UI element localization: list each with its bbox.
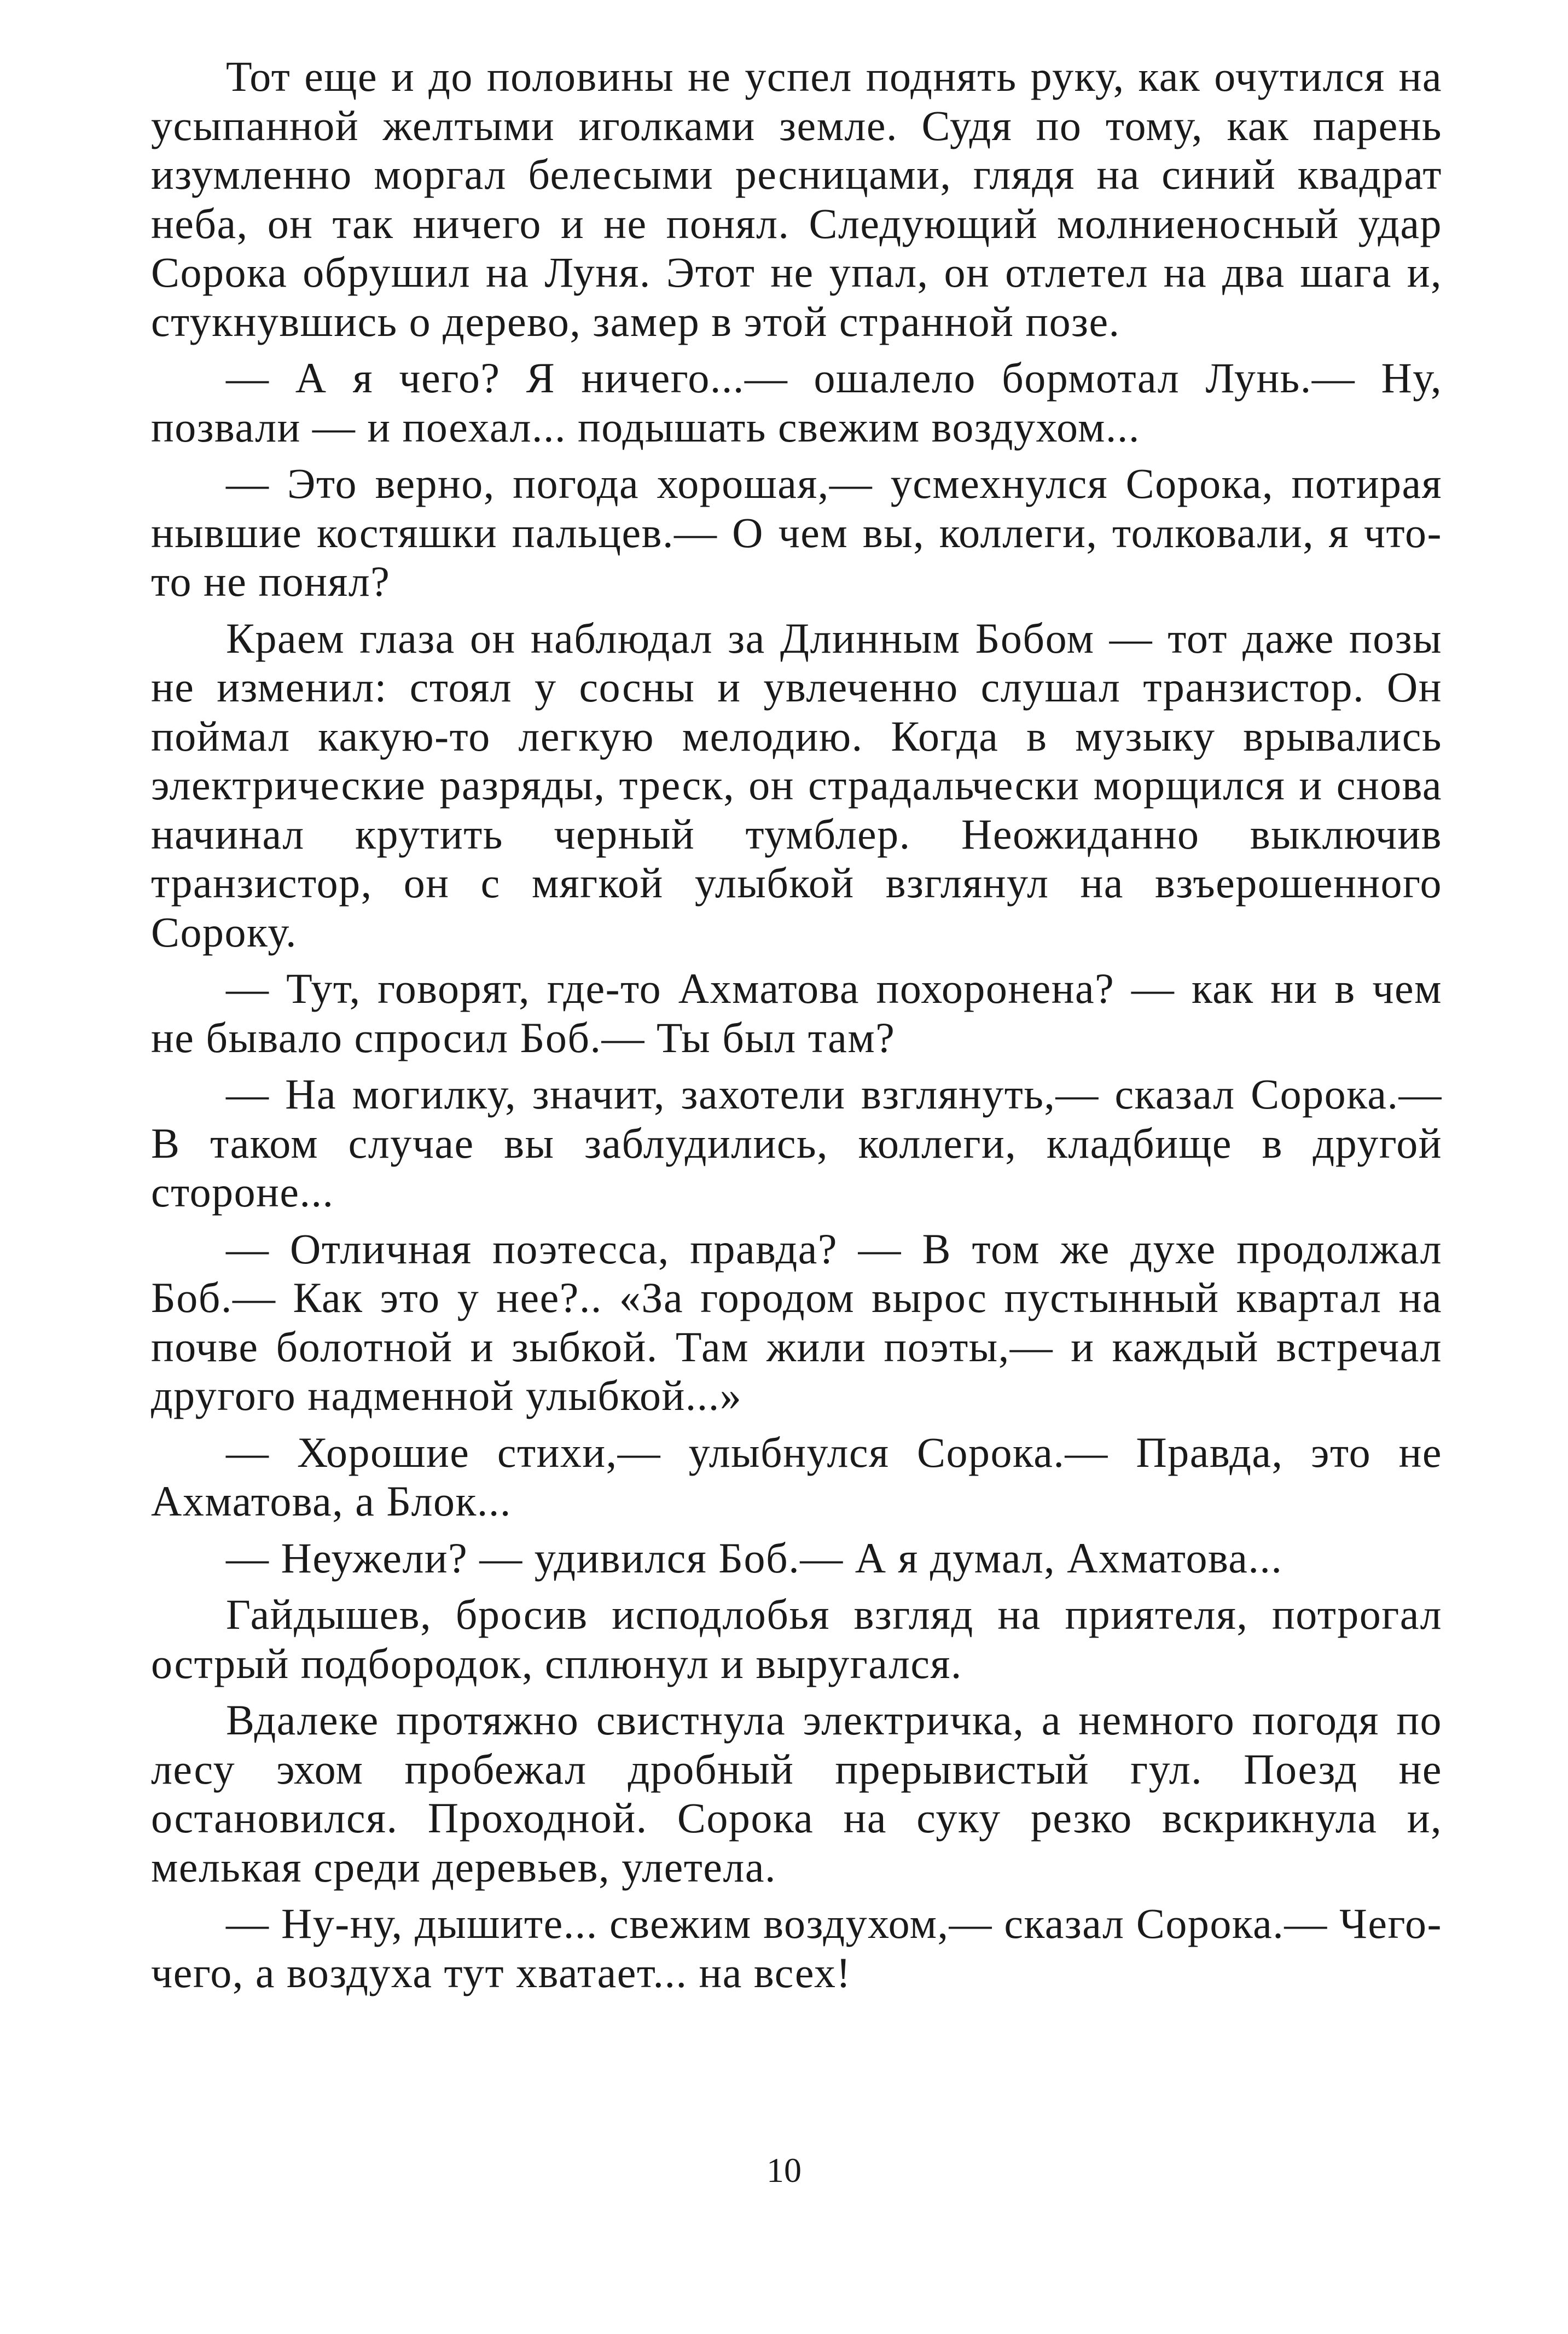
paragraph-8: — Хорошие стихи,— улыбнулся Сорока.— Правда, это не Ахматова, а Блок... — [151, 1428, 1442, 1525]
paragraph-5: — Тут, говорят, где-то Ахматова похоронена? — как ни в чем не бывало спросил Боб.— Ты был там? — [151, 965, 1442, 1061]
paragraph-2: — А я чего? Я ничего...— ошалело бормотал Лунь.— Ну, позвали — и поехал... подышать свежим воздухом... — [151, 354, 1442, 451]
paragraph-12: — Ну-ну, дышите... свежим воздухом,— сказал Сорока.— Чего-чего, а воздуха тут хватает... на всех! — [151, 1900, 1442, 1996]
paragraph-9: — Неужели? — удивился Боб.— А я думал, Ахматова... — [226, 1534, 1283, 1582]
paragraph-3: — Это верно, погода хорошая,— усмехнулся Сорока, потирая нывшие костяшки пальцев.— О чем вы, коллеги, толковали, я что-то не понял? — [151, 460, 1442, 605]
paragraph-4: Краем глаза он наблюдал за Длинным Бобом — тот даже позы не изменил: стоял у сосны и увлеченно слушал транзистор. Он поймал какую-то легкую мелодию. Когда в музыку врывались электрические разряды, треск, он страдальчески морщился и снова начинал крутить черный тумблер. Неожиданно выключив транзистор, он с мягкой улыбкой взглянул на взъерошенного Сороку. — [151, 614, 1442, 956]
paragraph-6: — На могилку, значит, захотели взглянуть,— сказал Сорока.— В таком случае вы заблудились, коллеги, кладбище в другой стороне... — [151, 1070, 1442, 1216]
page-body — [151, 52, 1442, 2005]
page-number: 10 — [766, 2151, 802, 2190]
paragraph-1: Тот еще и до половины не успел поднять руку, как очутился на усыпанной желтыми иголками земле. Судя по тому, как парень изумленно моргал белесыми ресницами, глядя на синий квадрат неба, он так ничего и не понял. Следующий молниеносный удар Сорока обрушил на Луня. Этот не упал, он отлетел на два шага и, стукнувшись о дерево, замер в этой странной позе. — [151, 53, 1442, 345]
paragraph-10: Гайдышев, бросив исподлобья взгляд на приятеля, потрогал острый подбородок, сплюнул и выругался. — [151, 1590, 1442, 1687]
paragraph-7: — Отличная поэтесса, правда? — В том же духе продолжал Боб.— Как это у нее?.. «За городом вырос пустынный квартал на почве болотной и зыбкой. Там жили поэты,— и каждый встречал другого надменной улыбкой...» — [151, 1224, 1442, 1419]
paragraph-11: Вдалеке протяжно свистнула электричка, а немного погодя по лесу эхом пробежал дробный прерывистый гул. Поезд не остановился. Проходной. Сорока на суку резко вскрикнула и, мелькая среди деревьев, улетела. — [151, 1696, 1442, 1891]
